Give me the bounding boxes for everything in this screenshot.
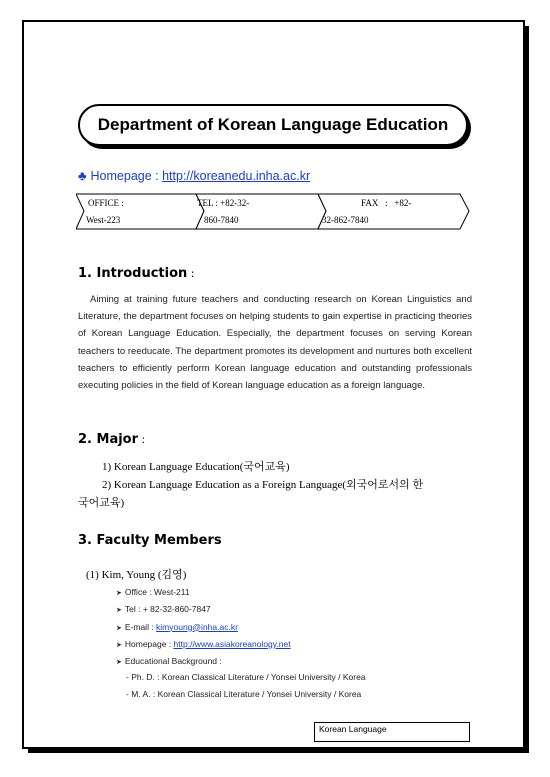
arrow-bullet-icon: ➤ [116, 641, 122, 649]
page-title: Department of Korean Language Education [78, 104, 468, 146]
section-title: . Faculty Members [87, 533, 222, 548]
list-item [116, 639, 291, 656]
homepage-link[interactable]: http://koreanedu.inha.ac.kr [162, 169, 311, 183]
section-number: 2 [78, 432, 88, 447]
section-title: . Introduction [87, 266, 188, 281]
section-colon: : [187, 267, 195, 280]
homepage-label: Homepage : [124, 638, 174, 649]
club-icon: ♣ [78, 168, 87, 183]
section-heading-major [78, 432, 145, 447]
office-value: West-223 [86, 215, 121, 225]
contact-bar [76, 193, 470, 230]
section-number: 3 [78, 533, 88, 548]
list-item [116, 622, 291, 639]
faculty-name: (1) Kim, Young (김영) [86, 569, 187, 581]
faculty-details [116, 587, 291, 673]
tel-value: 860-7840 [204, 215, 239, 225]
list-item [116, 604, 291, 621]
major-item: 1) Korean Language Education(국어교육) [102, 461, 290, 473]
arrow-bullet-icon: ➤ [116, 607, 122, 615]
section-heading-introduction [78, 266, 195, 281]
section-heading-faculty [78, 533, 222, 548]
list-item [116, 587, 291, 604]
background-item: - M. A. : Korean Classical Literature / Yonsei University / Korea [126, 689, 362, 699]
homepage-label: Homepage : [90, 169, 163, 183]
arrow-bullet-icon: ➤ [116, 590, 122, 597]
fax-label: FAX : +82- [361, 198, 412, 208]
page-shadow [28, 749, 529, 753]
fax-value: 32-862-7840 [322, 215, 369, 225]
section-colon: : [138, 433, 146, 446]
introduction-paragraph: Aiming at training future teachers and conducting research on Korean Linguistics and Literature, the department focuses on helping students to gain expertise in practicing theories of Korean Language Education. Especially, the department focuses on serving Korean teachers to reeducate. The department promotes its development and nurtures both excellent teachers to efficiently perform Korean language education and outstanding professionals executing policies in the field of Korean language education as a foreign language. [78, 294, 472, 392]
background-item: - Ph. D. : Korean Classical Literature / Yonsei University / Korea [126, 672, 366, 682]
faculty-tel: Tel : + 82-32-860-7847 [124, 604, 211, 615]
major-item: 국어교육) [78, 497, 125, 509]
faculty-homepage-link[interactable]: http://www.asiakoreanology.net [173, 638, 291, 649]
email-label: E-mail : [124, 621, 157, 632]
section-title: . Major [87, 432, 139, 447]
office-label: OFFICE : [88, 198, 124, 208]
tel-label: TEL : +82-32- [197, 198, 250, 208]
footer-label: Korean Language [319, 724, 387, 734]
list-item [116, 656, 291, 673]
major-item: 2) Korean Language Education as a Foreign Language(외국어로서의 한 [102, 479, 424, 491]
homepage-line [78, 168, 310, 183]
faculty-office: Office : West-211 [124, 587, 190, 597]
section-number: 1 [78, 266, 88, 281]
page-shadow [525, 26, 529, 753]
email-link[interactable]: kimyoung@inha.ac.kr [156, 621, 238, 632]
arrow-bullet-icon: ➤ [116, 659, 122, 667]
footer-label-box [314, 722, 470, 742]
background-label: Educational Background : [124, 656, 222, 667]
arrow-bullet-icon: ➤ [116, 624, 122, 632]
